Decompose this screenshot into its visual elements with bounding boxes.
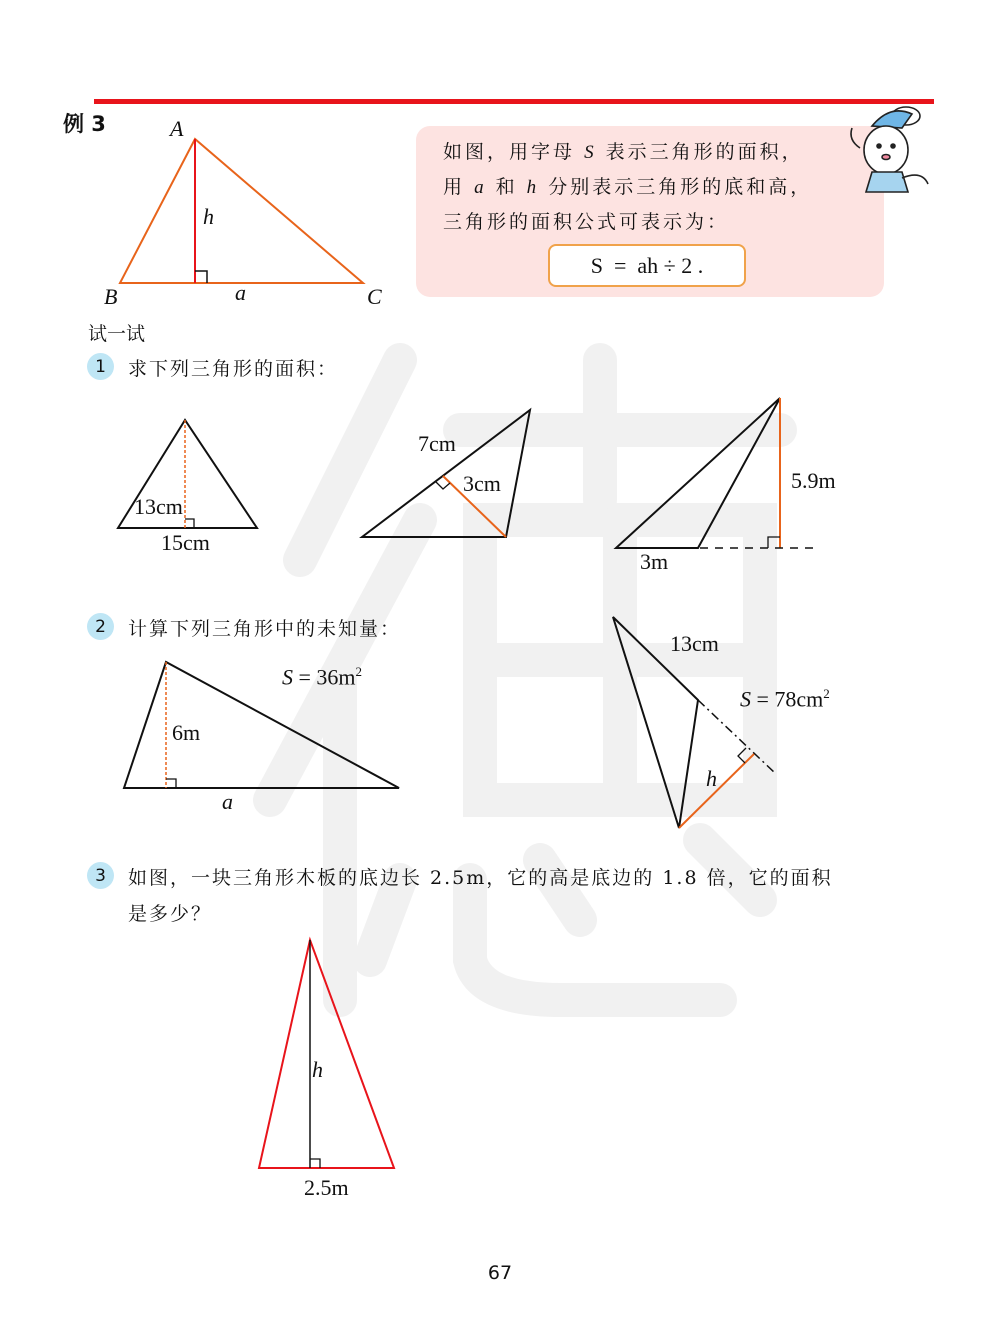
q3-base-label: 2.5m (304, 1175, 349, 1200)
q2-fig2-height-label: h (706, 766, 717, 791)
area-formula-box: S = ah ÷ 2 . (548, 244, 746, 287)
q1-fig1-base-label: 15cm (161, 530, 210, 555)
q2-fig1-height-label: 6m (172, 720, 201, 745)
try-it-heading: 试一试 (88, 323, 146, 345)
example-base-label: a (235, 280, 246, 305)
example-label: 例 3 (63, 112, 106, 136)
vertex-c-label: C (367, 284, 382, 309)
question-1-badge: 1 (87, 353, 114, 380)
bubble-line-2: 用 a 和 h 分别表示三角形的底和高， (443, 176, 813, 198)
page-number: 67 (487, 1262, 513, 1284)
q1-fig1-height-label: 13cm (134, 494, 183, 519)
question-2-text: 计算下列三角形中的未知量： (128, 618, 402, 640)
q3-height-label: h (312, 1057, 323, 1082)
q2-fig1-base-label: a (222, 789, 233, 814)
q3-triangle (259, 940, 394, 1168)
question-3-text-line-1: 如图，一块三角形木板的底边长 2.5m，它的高是底边的 1.8 倍，它的面积 (128, 867, 833, 889)
q2-fig2-area-label: $S = 78cm^2$ (740, 686, 830, 712)
bubble-line-3: 三角形的面积公式可表示为： (443, 211, 730, 233)
vertex-b-label: B (104, 284, 118, 309)
q1-fig2-side-label: 7cm (418, 431, 456, 456)
q1-fig3-base-label: 3m (640, 549, 669, 574)
q1-fig2-height-label: 3cm (463, 471, 501, 496)
bubble-line-1: 如图，用字母 S 表示三角形的面积， (443, 141, 804, 163)
example-height-label: h (203, 204, 214, 229)
q1-fig3-height-label: 5.9m (791, 468, 836, 493)
q2-fig1-area-label: $S = 36m^2$ (282, 664, 363, 690)
question-3-badge: 3 (87, 862, 114, 889)
question-3-text-line-2: 是多少？ (128, 903, 213, 925)
question-2-badge: 2 (87, 613, 114, 640)
vertex-a-label: A (170, 116, 184, 141)
q2-fig2-side-label: 13cm (670, 631, 719, 656)
question-1-text: 求下列三角形的面积： (128, 358, 339, 380)
